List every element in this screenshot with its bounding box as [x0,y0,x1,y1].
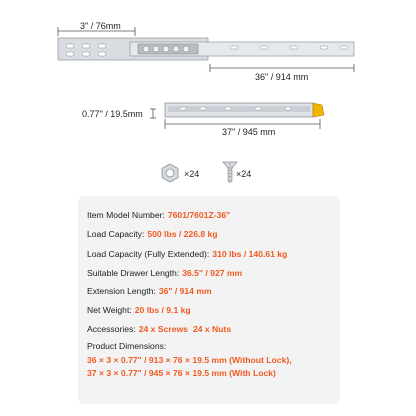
spec-extension-row [87,287,212,296]
spec-extension-value: 36" / 914 mm [158,286,212,296]
nut-quantity: ×24 [184,169,200,179]
spec-load-row [87,230,218,239]
nut-icon [160,163,180,183]
spec-dimensions-line-1: 36 × 3 × 0.77" / 913 × 76 × 19.5 mm (Without Lock), [87,355,292,365]
spec-accessories-label: Accessories: [87,324,136,334]
spec-dimensions-line-2: 37 × 3 × 0.77" / 945 × 76 × 19.5 mm (With Lock) [87,368,276,378]
spec-accessories-screws: 24 x Screws [138,324,188,334]
spec-weight-label: Net Weight: [87,305,132,315]
spec-weight-value: 20 lbs / 9.1 kg [134,305,191,315]
spec-accessories-row [87,325,231,334]
slide-closed-illustration [0,85,416,145]
spec-drawer-length-label: Suitable Drawer Length: [87,268,180,278]
spec-load-value: 500 lbs / 226.8 kg [147,229,218,239]
spec-weight-row [87,306,191,315]
spec-load-extended-row [87,250,287,259]
spec-model-label: Item Model Number: [87,210,165,220]
spec-accessories-nuts: 24 x Nuts [192,324,232,334]
spec-extension-label: Extension Length: [87,286,156,296]
spec-model-value: 7601/7601Z-36" [167,210,231,220]
spec-load-extended-value: 310 lbs / 140.61 kg [212,249,288,259]
spec-load-extended-label: Load Capacity (Fully Extended): [87,249,210,259]
screw-quantity: ×24 [236,169,252,179]
spec-dimensions-label: Product Dimensions: [87,341,167,351]
thickness-label: 0.77" / 19.5mm [82,109,143,119]
slide-height-label: 3" / 76mm [80,21,121,31]
extended-length-label: 37" / 945 mm [222,127,276,137]
closed-length-label: 36" / 914 mm [255,72,309,82]
spec-model-row [87,211,230,220]
spec-drawer-length-value: 36.5" / 927 mm [182,268,243,278]
spec-load-label: Load Capacity: [87,229,145,239]
spec-drawer-length-row [87,269,242,278]
